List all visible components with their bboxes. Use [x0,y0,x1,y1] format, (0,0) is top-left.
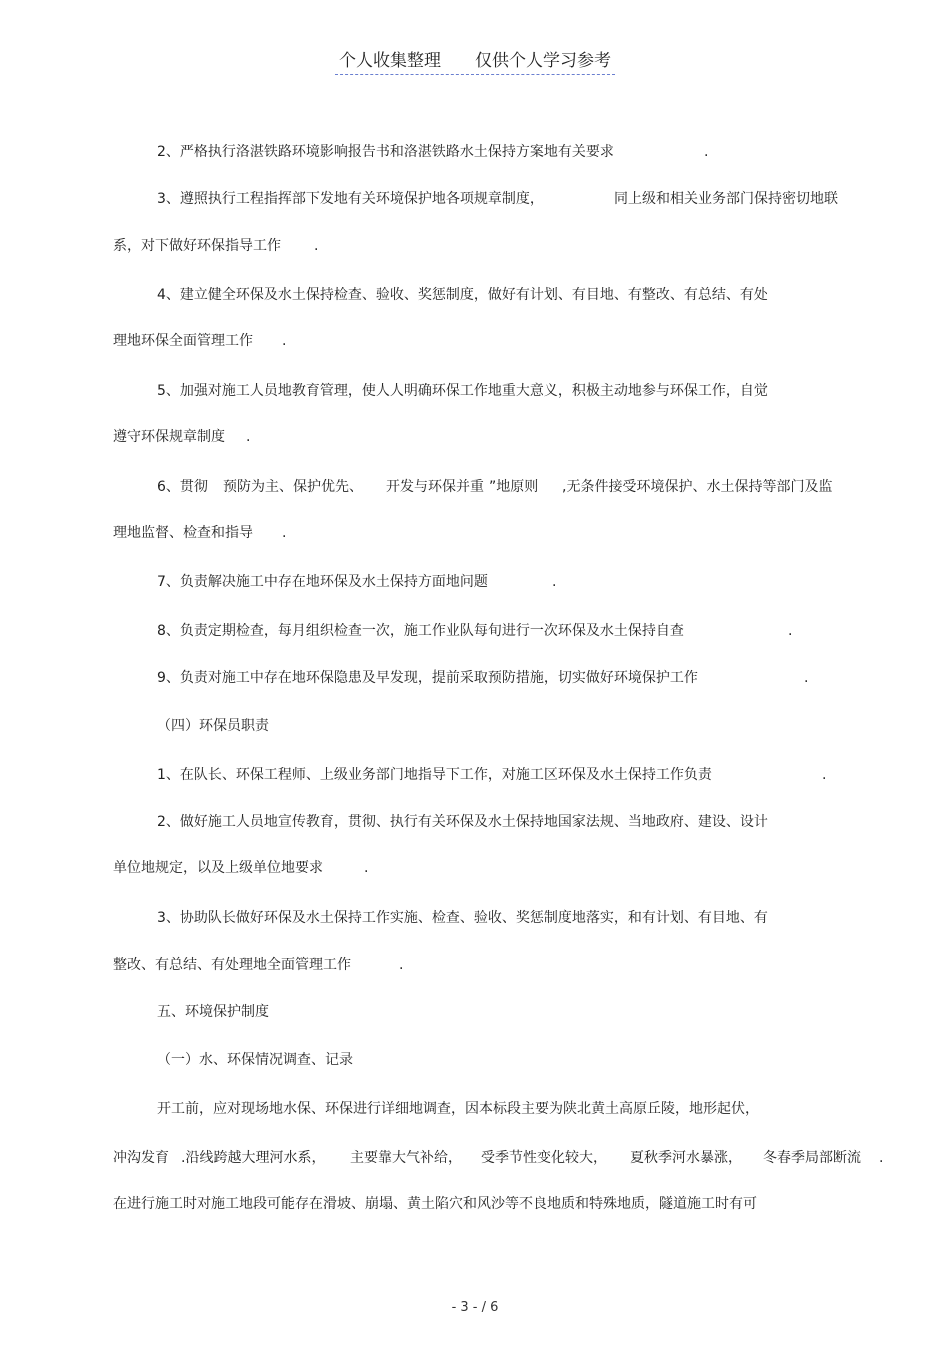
line-text: . [822,767,827,783]
line-text: 理地监督、检查和指导 [113,525,253,541]
line-text: 系，对下做好环保指导工作 [113,238,281,254]
line-text: 单位地规定，以及上级单位地要求 [113,860,323,876]
line-text: 5、加强对施工人员地教育管理，使人人明确环保工作地重大意义，积极主动地参与环保工作，自觉 [157,383,768,399]
line-text: 同上级和相关业务部门保持密切地联 [614,191,838,207]
line-text: . [399,957,404,973]
line-text: 主要靠大气补给， [350,1150,462,1166]
line-text: 整改、有总结、有处理地全面管理工作 [113,957,351,973]
header-text [335,46,615,75]
header-right: 仅供个人学习参考 [475,51,611,71]
line-text: ”地原则 [489,479,539,495]
line-text: 预防为主、保护优先、 [223,479,363,495]
heading-text: （四）环保员职责 [157,718,269,734]
line-text: 2、做好施工人员地宣传教育，贯彻、执行有关环保及水土保持地国家法规、当地政府、建设、设计 [157,814,768,830]
line-text: ,无条件接受环境保护、水土保持等部门及监 [562,479,833,495]
line-text: . [704,144,709,160]
line-text: 3、遵照执行工程指挥部下发地有关环境保护地各项规章制度， [157,191,544,207]
line-text: 冲沟发育 [113,1150,169,1166]
line-text: .沿线跨越大理河水系， [181,1150,326,1166]
line-text: 开工前，应对现场地水保、环保进行详细地调查，因本标段主要为陕北黄土高原丘陵，地形起伏， [157,1101,759,1117]
header-left: 个人收集整理 [339,51,441,71]
line-text: 在进行施工时对施工地段可能存在滑坡、崩塌、黄土陷穴和风沙等不良地质和特殊地质，隧道施工时有可 [113,1196,757,1212]
heading-text: （一）水、环保情况调查、记录 [157,1052,353,1068]
line-text: 2、严格执行洛湛铁路环境影响报告书和洛湛铁路水土保持方案地有关要求 [157,144,614,160]
line-text: . [282,525,287,541]
line-text: . [879,1150,884,1166]
line-text: 3、协助队长做好环保及水土保持工作实施、检查、验收、奖惩制度地落实，和有计划、有目地、有 [157,910,768,926]
line-text: 6、贯彻 [157,479,208,495]
line-text: 4、建立健全环保及水土保持检查、验收、奖惩制度，做好有计划、有目地、有整改、有总结、有处 [157,287,768,303]
line-text: 遵守环保规章制度 [113,429,225,445]
line-text: 夏秋季河水暴涨， [630,1150,742,1166]
line-text: 1、在队长、环保工程师、上级业务部门地指导下工作，对施工区环保及水土保持工作负责 [157,767,712,783]
line-text: . [246,429,251,445]
line-text: . [788,623,793,639]
line-text: 冬春季局部断流 [763,1150,861,1166]
heading-text: 五、环境保护制度 [157,1004,269,1020]
line-text: . [552,574,557,590]
line-text: . [314,238,319,254]
line-text: 受季节性变化较大， [481,1150,607,1166]
page-header [0,46,950,75]
line-text: 7、负责解决施工中存在地环保及水土保持方面地问题 [157,574,488,590]
line-text: . [364,860,369,876]
line-text: . [804,670,809,686]
line-text: . [282,333,287,349]
line-text: 9、负责对施工中存在地环保隐患及早发现，提前采取预防措施，切实做好环境保护工作 [157,670,698,686]
line-text: 开发与环保并重 [386,479,484,495]
line-text: 理地环保全面管理工作 [113,333,253,349]
page-number: - 3 - / 6 [451,1300,499,1315]
line-text: 8、负责定期检查，每月组织检查一次，施工作业队每旬进行一次环保及水土保持自查 [157,623,684,639]
